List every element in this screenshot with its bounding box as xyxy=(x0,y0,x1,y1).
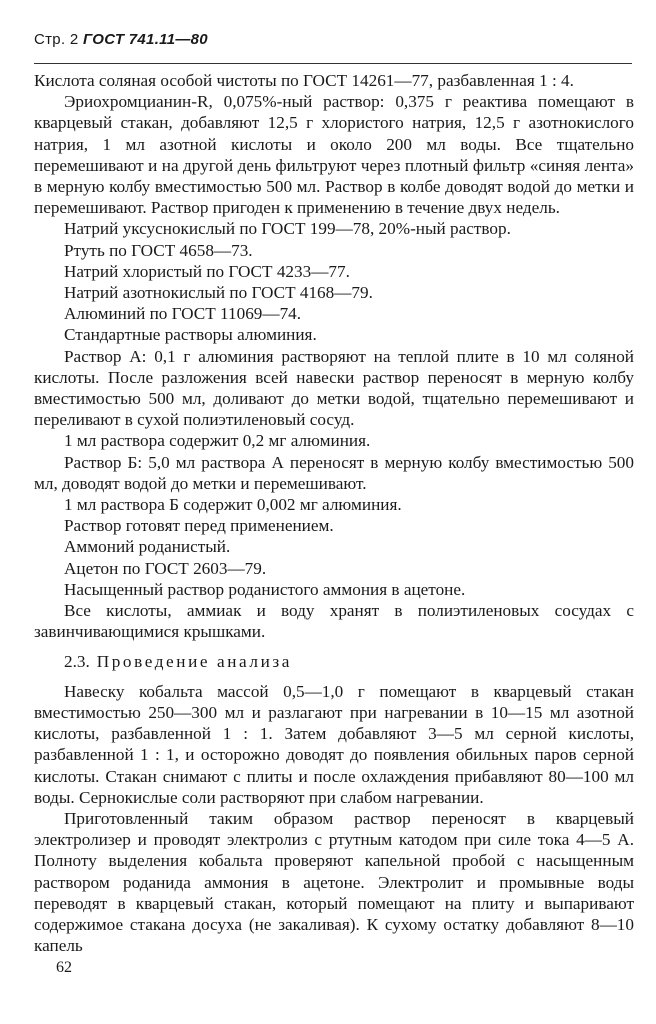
reagent-paragraph: Натрий азотнокислый по ГОСТ 4168—79. xyxy=(64,283,373,303)
page-label: Стр. 2 xyxy=(34,31,79,48)
reagent-paragraph: Эриохромцианин-R, 0,075%-ный раствор: 0,375 г реактива помещают в кварцевый стакан, добавляют 12,5 г хлористого натрия, 12,5 г азотнокислого натрия, 1 мл азотной кислоты и около 200 мл воды. Все тщательно перемешивают и на другой день фильтруют через плотный фильтр «синяя лента» в мерную колбу вместимостью 500 мл. Раствор в колбе доводят водой до метки и перемешивают. Раствор пригоден к применению в течение двух недель. xyxy=(34,92,634,218)
reagent-paragraph: Стандартные растворы алюминия. xyxy=(64,325,317,345)
reagent-paragraph: Ацетон по ГОСТ 2603—79. xyxy=(64,558,267,578)
document-body xyxy=(34,70,634,956)
reagent-paragraph: 1 мл раствора Б содержит 0,002 мг алюминия. xyxy=(64,495,402,515)
reagent-paragraph: Кислота соляная особой чистоты по ГОСТ 14261—77, разбавленная 1 : 4. xyxy=(34,71,574,90)
reagent-paragraph: Насыщенный раствор роданистого аммония в ацетоне. xyxy=(64,579,466,599)
reagent-paragraph: Натрий хлористый по ГОСТ 4233—77. xyxy=(64,261,350,281)
document-page xyxy=(34,30,634,1010)
running-header xyxy=(34,30,634,50)
section-heading xyxy=(34,651,634,672)
reagent-paragraph: Аммоний роданистый. xyxy=(64,537,231,557)
analysis-paragraph: Навеску кобальта массой 0,5—1,0 г помещают в кварцевый стакан вместимостью 250—300 мл и разлагают при нагревании в 10—15 мл азотной кислоты, разбавленной 1 : 1. Затем добавляют 3—5 мл серной кислоты, разбавленной 1 : 1, и осторожно доводят до появления обильных паров серной кислоты. Стакан снимают с плиты и после охлаждения прибавляют 80—100 мл воды. Сернокислые соли растворяют при слабом нагревании. xyxy=(34,681,634,807)
standard-designation: ГОСТ 741.11—80 xyxy=(83,31,208,48)
reagent-paragraph: 1 мл раствора содержит 0,2 мг алюминия. xyxy=(64,431,371,451)
page-number: 62 xyxy=(56,959,72,976)
reagent-paragraph: Все кислоты, аммиак и воду хранят в полиэтиленовых сосудах с завинчивающимися крышками. xyxy=(34,601,634,642)
section-number: 2.3. xyxy=(64,652,90,672)
reagent-paragraph: Ртуть по ГОСТ 4658—73. xyxy=(64,240,253,260)
reagent-paragraph: Алюминий по ГОСТ 11069—74. xyxy=(64,304,302,324)
reagent-paragraph: Раствор А: 0,1 г алюминия растворяют на теплой плите в 10 мл соляной кислоты. После разложения всей навески раствор переносят в мерную колбу вместимостью 500 мл, доливают до метки водой, тщательно перемешивают и переливают в сухой полиэтиленовый сосуд. xyxy=(34,346,634,430)
analysis-paragraph: Приготовленный таким образом раствор переносят в кварцевый электролизер и проводят электролиз с ртутным катодом при силе тока 4—5 А. Полноту выделения кобальта проверяют капельной пробой с насыщенным раствором роданида аммония в ацетоне. Электролит и промывные воды переводят в кварцевый стакан, который помещают на плиту и выпаривают содержимое стакана досуха (не закаливая). К сухому остатку добавляют 8—10 капель xyxy=(34,808,634,956)
reagent-paragraph: Раствор готовят перед применением. xyxy=(64,516,334,536)
header-rule xyxy=(34,63,632,64)
section-title: Проведение анализа xyxy=(96,652,292,672)
reagent-paragraph: Раствор Б: 5,0 мл раствора А переносят в мерную колбу вместимостью 500 мл, доводят водой до метки и перемешивают. xyxy=(34,452,634,493)
reagent-paragraph: Натрий уксуснокислый по ГОСТ 199—78, 20%-ный раствор. xyxy=(64,219,511,239)
